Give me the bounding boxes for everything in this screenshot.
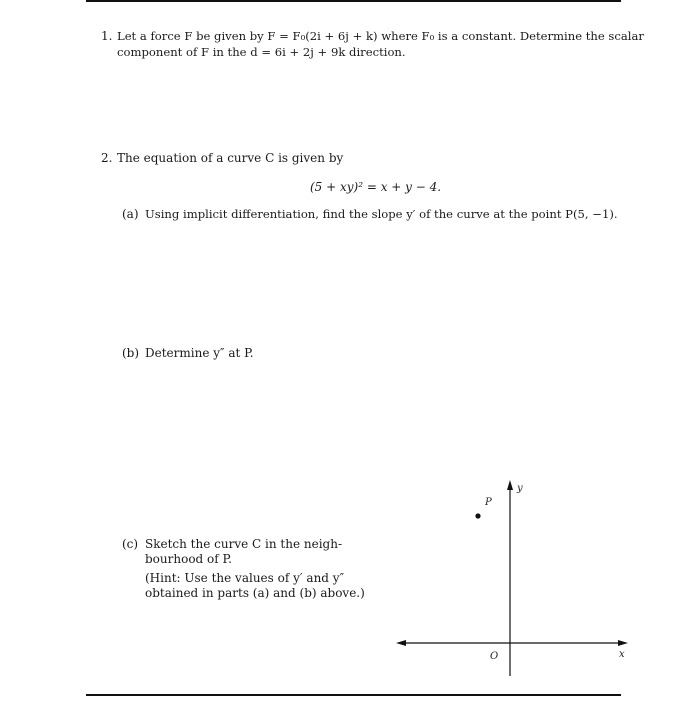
q2-intro: The equation of a curve C is given by [117,151,344,165]
part-c-line2: bourhood of P. [145,552,232,566]
point-p-marker [475,513,480,518]
part-b-label: (b) [122,346,140,360]
part-c-label: (c) [122,537,139,551]
x-axis-arrow-left [396,640,406,646]
part-a-text: Using implicit differentiation, find the slope y′ of the curve at the point P(5, −1). [145,207,618,221]
bottom-rule [86,694,621,696]
q2-number: 2. [101,151,113,165]
origin-label: O [490,651,499,662]
q1-text-line2: component of F in the d = 6i + 2j + 9k direction. [117,45,406,59]
y-axis-arrow [507,480,513,490]
hint-line2: obtained in parts (a) and (b) above.) [145,586,365,600]
x-axis-label: x [619,649,625,660]
part-b-text: Determine y″ at P. [145,346,254,360]
y-axis-label: y [517,483,523,494]
q1-number: 1. [101,29,113,43]
x-axis-arrow-right [618,640,628,646]
part-a-label: (a) [122,207,139,221]
part-c-line1: Sketch the curve C in the neigh- [145,537,343,551]
hint-line1: (Hint: Use the values of y′ and y″ [145,571,345,585]
q1-text-line1: Let a force F be given by F = F₀(2i + 6j + k) where F₀ is a constant. Determine the scalar [117,29,644,43]
q2-equation: (5 + xy)² = x + y − 4. [310,180,442,194]
point-p-label: P [485,497,492,508]
